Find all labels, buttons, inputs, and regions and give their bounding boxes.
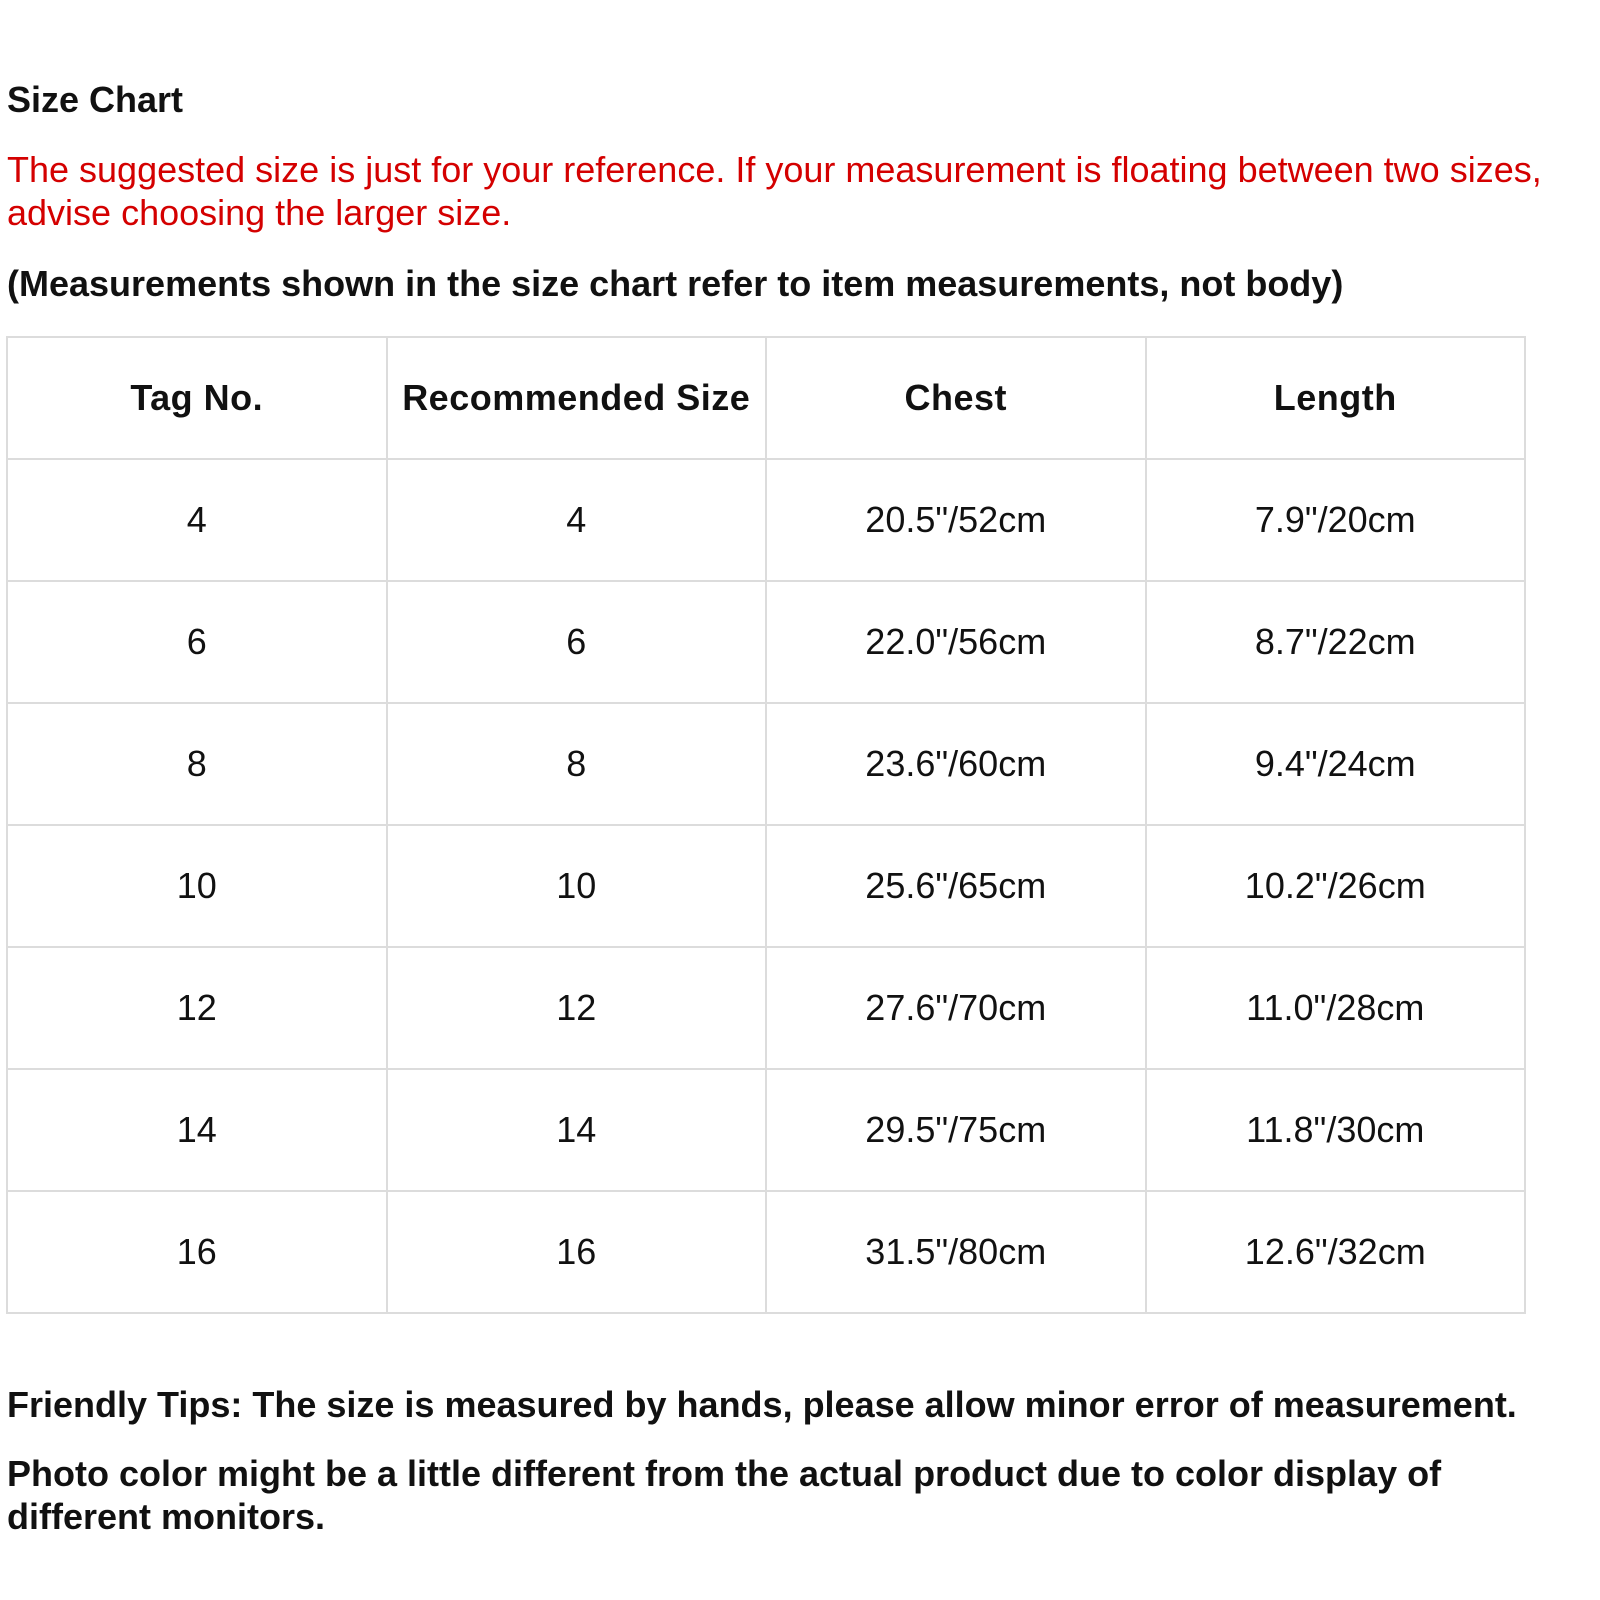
friendly-tips: Friendly Tips: The size is measured by hands, please allow minor error of measurement. (7, 1384, 1517, 1425)
table-row (7, 581, 1525, 703)
cell-chest: 22.0"/56cm (766, 581, 1146, 703)
cell-recommended-size: 12 (387, 947, 767, 1069)
table-row (7, 703, 1525, 825)
table-row (7, 947, 1525, 1069)
cell-recommended-size: 16 (387, 1191, 767, 1313)
cell-recommended-size: 8 (387, 703, 767, 825)
cell-chest: 20.5"/52cm (766, 459, 1146, 581)
table-header-row (7, 337, 1525, 459)
photo-color-note: Photo color might be a little different from the actual product due to color display of different monitors. (7, 1453, 1442, 1537)
cell-length: 9.4"/24cm (1146, 703, 1526, 825)
cell-tag-no: 10 (7, 825, 387, 947)
cell-tag-no: 12 (7, 947, 387, 1069)
cell-tag-no: 4 (7, 459, 387, 581)
header-tag-no: Tag No. (7, 337, 387, 459)
cell-recommended-size: 14 (387, 1069, 767, 1191)
cell-length: 8.7"/22cm (1146, 581, 1526, 703)
cell-chest: 23.6"/60cm (766, 703, 1146, 825)
table-row (7, 1191, 1525, 1313)
cell-tag-no: 6 (7, 581, 387, 703)
cell-chest: 27.6"/70cm (766, 947, 1146, 1069)
table-row (7, 459, 1525, 581)
cell-recommended-size: 4 (387, 459, 767, 581)
cell-length: 7.9"/20cm (1146, 459, 1526, 581)
table-row (7, 825, 1525, 947)
cell-chest: 31.5"/80cm (766, 1191, 1146, 1313)
measurement-subtitle: (Measurements shown in the size chart refer to item measurements, not body) (7, 263, 1344, 304)
size-table (6, 336, 1526, 1314)
cell-length: 10.2"/26cm (1146, 825, 1526, 947)
cell-length: 11.8"/30cm (1146, 1069, 1526, 1191)
header-length: Length (1146, 337, 1526, 459)
cell-chest: 29.5"/75cm (766, 1069, 1146, 1191)
page-title: Size Chart (7, 79, 184, 120)
header-chest: Chest (766, 337, 1146, 459)
cell-length: 12.6"/32cm (1146, 1191, 1526, 1313)
cell-recommended-size: 6 (387, 581, 767, 703)
cell-recommended-size: 10 (387, 825, 767, 947)
cell-length: 11.0"/28cm (1146, 947, 1526, 1069)
cell-tag-no: 8 (7, 703, 387, 825)
cell-chest: 25.6"/65cm (766, 825, 1146, 947)
table-row (7, 1069, 1525, 1191)
size-notice: The suggested size is just for your reference. If your measurement is floating between two sizes, advise choosing the larger size. (7, 149, 1542, 233)
cell-tag-no: 16 (7, 1191, 387, 1313)
header-recommended-size: Recommended Size (387, 337, 767, 459)
cell-tag-no: 14 (7, 1069, 387, 1191)
